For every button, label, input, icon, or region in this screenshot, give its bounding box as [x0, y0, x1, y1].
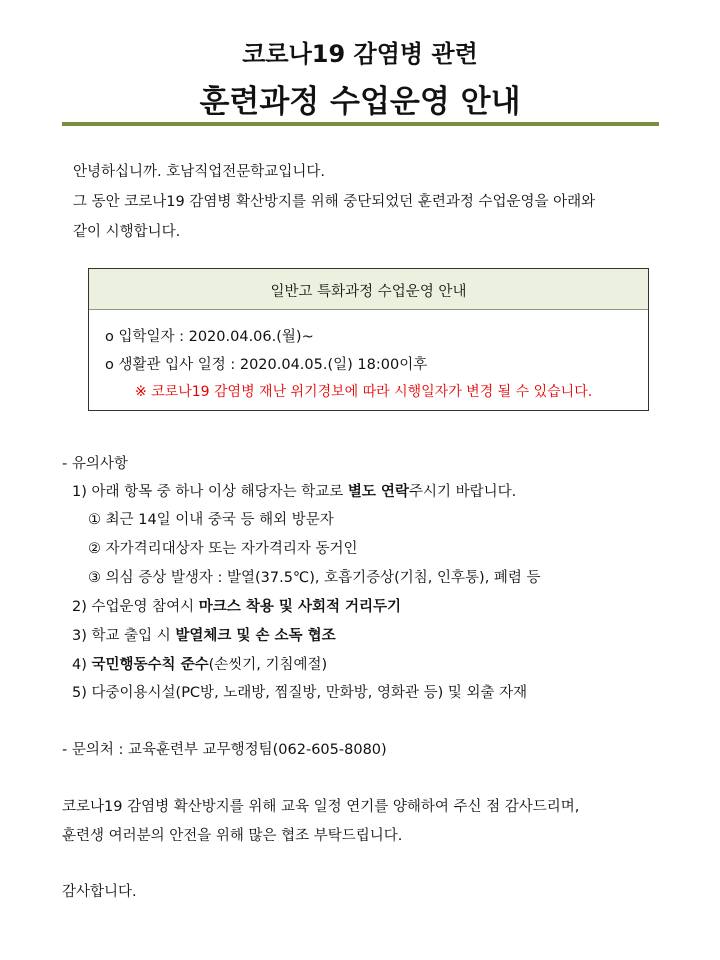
notice-box-title: 일반고 특화과정 수업운영 안내: [270, 284, 467, 300]
closing-line-2: 훈련생 여러분의 안전을 위해 많은 협조 부탁드립니다.: [62, 828, 403, 844]
caution-sub-2: ② 자가격리대상자 또는 자가격리자 동거인: [88, 541, 358, 557]
caution-item-4-emphasis: 국민행동수칙 준수: [91, 657, 209, 673]
closing-thanks: 감사합니다.: [62, 884, 137, 900]
caution-item-2: [72, 595, 401, 616]
notice-box-header: [89, 269, 648, 310]
caution-item-1: [72, 480, 516, 501]
closing-line-1: 코로나19 감염병 확산방지를 위해 교육 일정 연기를 양해하여 주신 점 감사드리며,: [62, 799, 580, 815]
caution-item-2-text: 2) 수업운영 참여시: [72, 599, 199, 615]
intro-line-2: 그 동안 코로나19 감염병 확산방지를 위해 중단되었던 훈련과정 수업운영을 아래와: [73, 194, 596, 210]
cautions-heading: - 유의사항: [62, 456, 128, 472]
caution-item-1-emphasis: 별도 연락: [347, 484, 409, 500]
intro-line-3: 같이 시행합니다.: [73, 224, 181, 240]
notice-item-dormitory: o 생활관 입사 일정 : 2020.04.05.(일) 18:00이후: [105, 357, 428, 373]
contact-info: - 문의처 : 교육훈련부 교무행정팀(062-605-8080): [62, 742, 387, 758]
caution-item-3-emphasis: 발열체크 및 손 소독 협조: [175, 628, 336, 644]
caution-item-4: [72, 653, 327, 674]
caution-item-5: 5) 다중이용시설(PC방, 노래방, 찜질방, 만화방, 영화관 등) 및 외출 자재: [72, 685, 528, 701]
caution-item-4-tail: (손씻기, 기침예절): [208, 657, 328, 673]
title-line-1: 코로나19 감염병 관련: [242, 40, 478, 68]
caution-item-3: [72, 624, 336, 645]
intro-greeting: 안녕하십니까. 호남직업전문학교입니다.: [73, 164, 325, 180]
caution-sub-1: ① 최근 14일 이내 중국 등 해외 방문자: [88, 512, 334, 528]
title-line-2: 훈련과정 수업운영 안내: [199, 84, 521, 120]
caution-item-4-text: 4): [72, 657, 92, 673]
caution-sub-3: ③ 의심 증상 발생자 : 발열(37.5℃), 호흡기증상(기침, 인후통), 폐렴 등: [88, 570, 541, 586]
notice-box: [88, 268, 649, 411]
notice-warning: ※ 코로나19 감염병 재난 위기경보에 따라 시행일자가 변경 될 수 있습니다.: [135, 384, 593, 400]
notice-item-admission: o 입학일자 : 2020.04.06.(월)~: [105, 329, 314, 345]
caution-item-1-tail: 주시기 바랍니다.: [408, 484, 517, 500]
caution-item-1-text: 1) 아래 항목 중 하나 이상 해당자는 학교로: [72, 484, 348, 500]
title-divider: [62, 122, 659, 126]
caution-item-2-emphasis: 마크스 착용 및 사회적 거리두기: [198, 599, 402, 615]
caution-item-3-text: 3) 학교 출입 시: [72, 628, 176, 644]
